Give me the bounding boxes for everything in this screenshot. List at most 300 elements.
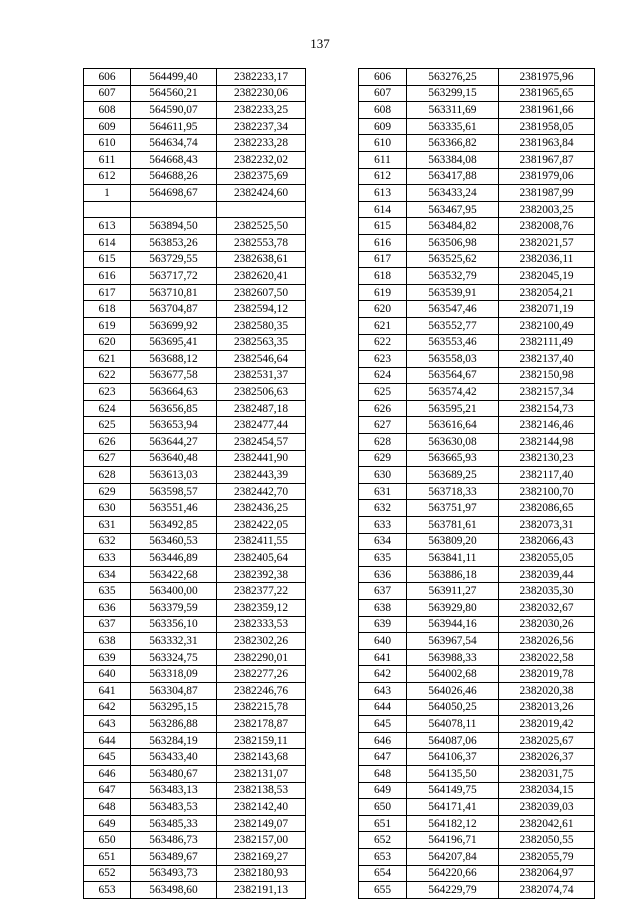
point-number-cell: 607: [359, 85, 407, 102]
y-coordinate-cell: 2382150,98: [499, 367, 595, 384]
table-row: [84, 400, 306, 417]
table-row: [359, 384, 595, 401]
x-coordinate-cell: 563379,59: [131, 600, 217, 617]
point-number-cell: 617: [84, 284, 131, 301]
x-coordinate-cell: 563532,79: [407, 268, 499, 285]
x-coordinate-cell: 563911,27: [407, 583, 499, 600]
y-coordinate-cell: 2382022,58: [499, 649, 595, 666]
y-coordinate-cell: 2382066,43: [499, 533, 595, 550]
table-row: [359, 832, 595, 849]
y-coordinate-cell: 2382086,65: [499, 500, 595, 517]
table-row: [359, 699, 595, 716]
point-number-cell: 611: [359, 151, 407, 168]
table-row: [84, 384, 306, 401]
y-coordinate-cell: 2382180,93: [217, 865, 306, 882]
y-coordinate-cell: 2382050,55: [499, 832, 595, 849]
table-row: [84, 600, 306, 617]
table-row: [359, 500, 595, 517]
y-coordinate-cell: 2382073,31: [499, 517, 595, 534]
table-row: [359, 600, 595, 617]
x-coordinate-cell: 563384,08: [407, 151, 499, 168]
point-number-cell: 615: [359, 218, 407, 235]
table-row: [359, 517, 595, 534]
y-coordinate-cell: 2382436,25: [217, 500, 306, 517]
x-coordinate-cell: 563284,19: [131, 732, 217, 749]
x-coordinate-cell: 563483,13: [131, 782, 217, 799]
x-coordinate-cell: 563335,61: [407, 118, 499, 135]
table-row: [359, 185, 595, 202]
table-row: [359, 218, 595, 235]
table-row: [359, 566, 595, 583]
point-number-cell: 633: [84, 550, 131, 567]
point-number-cell: 646: [359, 732, 407, 749]
table-row: [359, 682, 595, 699]
y-coordinate-cell: 2382131,07: [217, 765, 306, 782]
point-number-cell: 650: [359, 799, 407, 816]
x-coordinate-cell: 563493,73: [131, 865, 217, 882]
point-number-cell: 638: [84, 633, 131, 650]
point-number-cell: 624: [84, 400, 131, 417]
y-coordinate-cell: 2382546,64: [217, 351, 306, 368]
table-row: [84, 882, 306, 899]
y-coordinate-cell: 2382277,26: [217, 666, 306, 683]
x-coordinate-cell: 563552,77: [407, 317, 499, 334]
table-row: [359, 616, 595, 633]
point-number-cell: 619: [359, 284, 407, 301]
point-number-cell: 618: [84, 301, 131, 318]
x-coordinate-cell: 563598,57: [131, 483, 217, 500]
y-coordinate-cell: 2382032,67: [499, 600, 595, 617]
point-number-cell: 617: [359, 251, 407, 268]
y-coordinate-cell: 2382233,17: [217, 69, 306, 86]
x-coordinate-cell: 564207,84: [407, 848, 499, 865]
table-row: [84, 301, 306, 318]
x-coordinate-cell: 563276,25: [407, 69, 499, 86]
table-row: [359, 666, 595, 683]
table-row: [359, 450, 595, 467]
table-row: [84, 69, 306, 86]
y-coordinate-cell: 2382045,19: [499, 268, 595, 285]
table-row: [84, 334, 306, 351]
y-coordinate-cell: 2382019,78: [499, 666, 595, 683]
table-row: [359, 782, 595, 799]
table-row: [359, 268, 595, 285]
point-number-cell: 649: [84, 815, 131, 832]
table-row: [84, 151, 306, 168]
table-row: [359, 848, 595, 865]
y-coordinate-cell: 2382233,28: [217, 135, 306, 152]
point-number-cell: 640: [359, 633, 407, 650]
table-row: [84, 367, 306, 384]
table-row: [359, 649, 595, 666]
x-coordinate-cell: 563689,25: [407, 467, 499, 484]
table-row: [84, 185, 306, 202]
point-number-cell: 639: [359, 616, 407, 633]
x-coordinate-cell: 563677,58: [131, 367, 217, 384]
point-number-cell: 653: [84, 882, 131, 899]
table-row: [84, 732, 306, 749]
y-coordinate-cell: 2381963,84: [499, 135, 595, 152]
y-coordinate-cell: 2382003,25: [499, 201, 595, 218]
point-number-cell: 640: [84, 666, 131, 683]
point-number-cell: 626: [359, 400, 407, 417]
x-coordinate-cell: 563547,46: [407, 301, 499, 318]
y-coordinate-cell: 2381967,87: [499, 151, 595, 168]
table-row: [84, 682, 306, 699]
point-number-cell: 620: [359, 301, 407, 318]
table-row: [359, 865, 595, 882]
x-coordinate-cell: 563616,64: [407, 417, 499, 434]
x-coordinate-cell: 563318,09: [131, 666, 217, 683]
x-coordinate-cell: 563366,82: [407, 135, 499, 152]
table-row: [84, 566, 306, 583]
table-row: [84, 467, 306, 484]
x-coordinate-cell: 564149,75: [407, 782, 499, 799]
point-number-cell: 632: [359, 500, 407, 517]
table-row: [84, 782, 306, 799]
x-coordinate-cell: 563613,03: [131, 467, 217, 484]
x-coordinate-cell: 563304,87: [131, 682, 217, 699]
x-coordinate-cell: 563489,67: [131, 848, 217, 865]
x-coordinate-cell: 563498,60: [131, 882, 217, 899]
x-coordinate-cell: 563640,48: [131, 450, 217, 467]
x-coordinate-cell: 563356,10: [131, 616, 217, 633]
x-coordinate-cell: 563653,94: [131, 417, 217, 434]
y-coordinate-cell: 2382055,05: [499, 550, 595, 567]
y-coordinate-cell: 2382039,44: [499, 566, 595, 583]
y-coordinate-cell: 2381987,99: [499, 185, 595, 202]
x-coordinate-cell: 564499,40: [131, 69, 217, 86]
y-coordinate-cell: 2382008,76: [499, 218, 595, 235]
point-number-cell: 622: [359, 334, 407, 351]
table-row: [84, 268, 306, 285]
y-coordinate-cell: 2382232,02: [217, 151, 306, 168]
table-row: [359, 151, 595, 168]
x-coordinate-cell: 563894,50: [131, 218, 217, 235]
table-row: [359, 135, 595, 152]
x-coordinate-cell: 564196,71: [407, 832, 499, 849]
y-coordinate-cell: 2382237,34: [217, 118, 306, 135]
x-coordinate-cell: 564182,12: [407, 815, 499, 832]
point-number-cell: 608: [84, 102, 131, 119]
y-coordinate-cell: 2382169,27: [217, 848, 306, 865]
y-coordinate-cell: 2382377,22: [217, 583, 306, 600]
point-number-cell: 620: [84, 334, 131, 351]
point-number-cell: 629: [359, 450, 407, 467]
point-number-cell: 642: [359, 666, 407, 683]
table-row: [359, 633, 595, 650]
point-number-cell: 636: [359, 566, 407, 583]
table-row: [359, 334, 595, 351]
y-coordinate-cell: 2382442,70: [217, 483, 306, 500]
table-row: [359, 550, 595, 567]
x-coordinate-cell: 563656,85: [131, 400, 217, 417]
x-coordinate-cell: 563486,73: [131, 832, 217, 849]
table-row: [359, 284, 595, 301]
point-number-cell: 641: [359, 649, 407, 666]
x-coordinate-cell: 563564,67: [407, 367, 499, 384]
table-row: [84, 583, 306, 600]
table-row: [359, 732, 595, 749]
y-coordinate-cell: 2382487,18: [217, 400, 306, 417]
y-coordinate-cell: 2382506,63: [217, 384, 306, 401]
x-coordinate-cell: 563809,20: [407, 533, 499, 550]
point-number-cell: 629: [84, 483, 131, 500]
y-coordinate-cell: 2382302,26: [217, 633, 306, 650]
point-number-cell: 645: [84, 749, 131, 766]
x-coordinate-cell: 563574,42: [407, 384, 499, 401]
point-number-cell: 652: [359, 832, 407, 849]
y-coordinate-cell: 2382359,12: [217, 600, 306, 617]
x-coordinate-cell: 563729,55: [131, 251, 217, 268]
x-coordinate-cell: 563704,87: [131, 301, 217, 318]
table-row: [359, 118, 595, 135]
x-coordinate-cell: 563286,88: [131, 716, 217, 733]
y-coordinate-cell: 2382138,53: [217, 782, 306, 799]
x-coordinate-cell: 563295,15: [131, 699, 217, 716]
table-row: [84, 118, 306, 135]
point-number-cell: 613: [84, 218, 131, 235]
table-row: [84, 85, 306, 102]
table-row: [359, 367, 595, 384]
x-coordinate-cell: 563324,75: [131, 649, 217, 666]
point-number-cell: 621: [359, 317, 407, 334]
table-row: [84, 284, 306, 301]
table-row: [84, 351, 306, 368]
y-coordinate-cell: 2382422,05: [217, 517, 306, 534]
table-row: [359, 467, 595, 484]
x-coordinate-cell: 563967,54: [407, 633, 499, 650]
table-row: [359, 168, 595, 185]
y-coordinate-cell: 2382030,26: [499, 616, 595, 633]
y-coordinate-cell: 2382424,60: [217, 185, 306, 202]
point-number-cell: 612: [84, 168, 131, 185]
point-number-cell: 652: [84, 865, 131, 882]
x-coordinate-cell: 564087,06: [407, 732, 499, 749]
x-coordinate-cell: 563988,33: [407, 649, 499, 666]
x-coordinate-cell: [131, 201, 217, 218]
x-coordinate-cell: 563853,26: [131, 234, 217, 251]
y-coordinate-cell: 2382130,23: [499, 450, 595, 467]
y-coordinate-cell: 2382477,44: [217, 417, 306, 434]
point-number-cell: 613: [359, 185, 407, 202]
x-coordinate-cell: 563311,69: [407, 102, 499, 119]
table-row: [84, 234, 306, 251]
x-coordinate-cell: 563483,53: [131, 799, 217, 816]
y-coordinate-cell: 2382246,76: [217, 682, 306, 699]
y-coordinate-cell: 2382411,55: [217, 533, 306, 550]
coordinates-table-right: [358, 68, 595, 899]
table-row: [359, 400, 595, 417]
y-coordinate-cell: 2382026,56: [499, 633, 595, 650]
point-number-cell: 622: [84, 367, 131, 384]
x-coordinate-cell: 563886,18: [407, 566, 499, 583]
point-number-cell: 643: [84, 716, 131, 733]
y-coordinate-cell: 2382392,38: [217, 566, 306, 583]
y-coordinate-cell: 2382025,67: [499, 732, 595, 749]
point-number-cell: 639: [84, 649, 131, 666]
point-number-cell: 651: [359, 815, 407, 832]
point-number-cell: 655: [359, 882, 407, 899]
table-row: [84, 633, 306, 650]
y-coordinate-cell: 2382454,57: [217, 434, 306, 451]
point-number-cell: 623: [84, 384, 131, 401]
point-number-cell: 635: [359, 550, 407, 567]
table-row: [84, 832, 306, 849]
y-coordinate-cell: 2382563,35: [217, 334, 306, 351]
x-coordinate-cell: 564220,66: [407, 865, 499, 882]
table-row: [359, 716, 595, 733]
y-coordinate-cell: 2382191,13: [217, 882, 306, 899]
point-number-cell: 627: [359, 417, 407, 434]
x-coordinate-cell: 563841,11: [407, 550, 499, 567]
x-coordinate-cell: 563299,15: [407, 85, 499, 102]
x-coordinate-cell: 564135,50: [407, 765, 499, 782]
y-coordinate-cell: 2382142,40: [217, 799, 306, 816]
y-coordinate-cell: 2382111,49: [499, 334, 595, 351]
table-row: [84, 533, 306, 550]
y-coordinate-cell: 2382154,73: [499, 400, 595, 417]
table-row: [359, 102, 595, 119]
point-number-cell: 610: [84, 135, 131, 152]
table-row: [359, 815, 595, 832]
table-row: [84, 483, 306, 500]
y-coordinate-cell: 2382146,46: [499, 417, 595, 434]
y-coordinate-cell: 2382020,38: [499, 682, 595, 699]
point-number-cell: 635: [84, 583, 131, 600]
x-coordinate-cell: 563400,00: [131, 583, 217, 600]
y-coordinate-cell: 2382405,64: [217, 550, 306, 567]
y-coordinate-cell: 2381975,96: [499, 69, 595, 86]
x-coordinate-cell: 564590,07: [131, 102, 217, 119]
table-row: [84, 417, 306, 434]
y-coordinate-cell: 2382620,41: [217, 268, 306, 285]
x-coordinate-cell: 564668,43: [131, 151, 217, 168]
table-row: [359, 69, 595, 86]
table-row: [84, 799, 306, 816]
point-number-cell: 608: [359, 102, 407, 119]
x-coordinate-cell: 564698,67: [131, 185, 217, 202]
y-coordinate-cell: 2382055,79: [499, 848, 595, 865]
x-coordinate-cell: 563665,93: [407, 450, 499, 467]
point-number-cell: 634: [359, 533, 407, 550]
point-number-cell: 631: [359, 483, 407, 500]
point-number-cell: 641: [84, 682, 131, 699]
point-number-cell: 626: [84, 434, 131, 451]
y-coordinate-cell: 2382039,03: [499, 799, 595, 816]
point-number-cell: 649: [359, 782, 407, 799]
y-coordinate-cell: 2382137,40: [499, 351, 595, 368]
point-number-cell: 623: [359, 351, 407, 368]
table-row: [359, 251, 595, 268]
y-coordinate-cell: 2382064,97: [499, 865, 595, 882]
y-coordinate-cell: 2382144,98: [499, 434, 595, 451]
point-number-cell: 643: [359, 682, 407, 699]
x-coordinate-cell: 564229,79: [407, 882, 499, 899]
y-coordinate-cell: 2382035,30: [499, 583, 595, 600]
y-coordinate-cell: 2382159,11: [217, 732, 306, 749]
x-coordinate-cell: 563551,46: [131, 500, 217, 517]
point-number-cell: 612: [359, 168, 407, 185]
point-number-cell: 627: [84, 450, 131, 467]
x-coordinate-cell: 563717,72: [131, 268, 217, 285]
x-coordinate-cell: 563944,16: [407, 616, 499, 633]
point-number-cell: 628: [84, 467, 131, 484]
point-number-cell: 615: [84, 251, 131, 268]
x-coordinate-cell: 563506,98: [407, 234, 499, 251]
point-number-cell: 609: [359, 118, 407, 135]
table-row: [84, 450, 306, 467]
y-coordinate-cell: 2382013,26: [499, 699, 595, 716]
point-number-cell: 1: [84, 185, 131, 202]
y-coordinate-cell: 2382333,53: [217, 616, 306, 633]
table-row: [84, 848, 306, 865]
x-coordinate-cell: 563688,12: [131, 351, 217, 368]
table-row: [84, 749, 306, 766]
point-number-cell: 610: [359, 135, 407, 152]
x-coordinate-cell: 563433,24: [407, 185, 499, 202]
x-coordinate-cell: 564050,25: [407, 699, 499, 716]
point-number-cell: 606: [84, 69, 131, 86]
y-coordinate-cell: 2382531,37: [217, 367, 306, 384]
table-row: [84, 716, 306, 733]
x-coordinate-cell: 563417,88: [407, 168, 499, 185]
point-number-cell: 648: [84, 799, 131, 816]
x-coordinate-cell: 563751,97: [407, 500, 499, 517]
coordinates-table-left: [83, 68, 306, 899]
x-coordinate-cell: 563492,85: [131, 517, 217, 534]
y-coordinate-cell: 2382157,34: [499, 384, 595, 401]
y-coordinate-cell: 2382100,70: [499, 483, 595, 500]
point-number-cell: 606: [359, 69, 407, 86]
point-number-cell: 611: [84, 151, 131, 168]
x-coordinate-cell: 563929,80: [407, 600, 499, 617]
x-coordinate-cell: 563422,68: [131, 566, 217, 583]
point-number-cell: 625: [84, 417, 131, 434]
table-row: [359, 882, 595, 899]
point-number-cell: 646: [84, 765, 131, 782]
y-coordinate-cell: 2382607,50: [217, 284, 306, 301]
y-coordinate-cell: 2382580,35: [217, 317, 306, 334]
x-coordinate-cell: 563695,41: [131, 334, 217, 351]
table-row: [84, 649, 306, 666]
x-coordinate-cell: 563433,40: [131, 749, 217, 766]
y-coordinate-cell: 2382375,69: [217, 168, 306, 185]
table-row: [84, 201, 306, 218]
point-number-cell: 636: [84, 600, 131, 617]
point-number-cell: 653: [359, 848, 407, 865]
x-coordinate-cell: 564078,11: [407, 716, 499, 733]
point-number-cell: 628: [359, 434, 407, 451]
table-row: [359, 85, 595, 102]
table-row: [359, 749, 595, 766]
y-coordinate-cell: 2382230,06: [217, 85, 306, 102]
table-row: [359, 417, 595, 434]
y-coordinate-cell: 2382441,90: [217, 450, 306, 467]
y-coordinate-cell: 2381965,65: [499, 85, 595, 102]
y-coordinate-cell: 2382071,19: [499, 301, 595, 318]
table-row: [359, 583, 595, 600]
table-row: [359, 351, 595, 368]
point-number-cell: 609: [84, 118, 131, 135]
point-number-cell: 647: [84, 782, 131, 799]
table-row: [84, 765, 306, 782]
point-number-cell: 650: [84, 832, 131, 849]
y-coordinate-cell: 2382525,50: [217, 218, 306, 235]
point-number-cell: 618: [359, 268, 407, 285]
table-row: [359, 317, 595, 334]
table-row: [84, 168, 306, 185]
